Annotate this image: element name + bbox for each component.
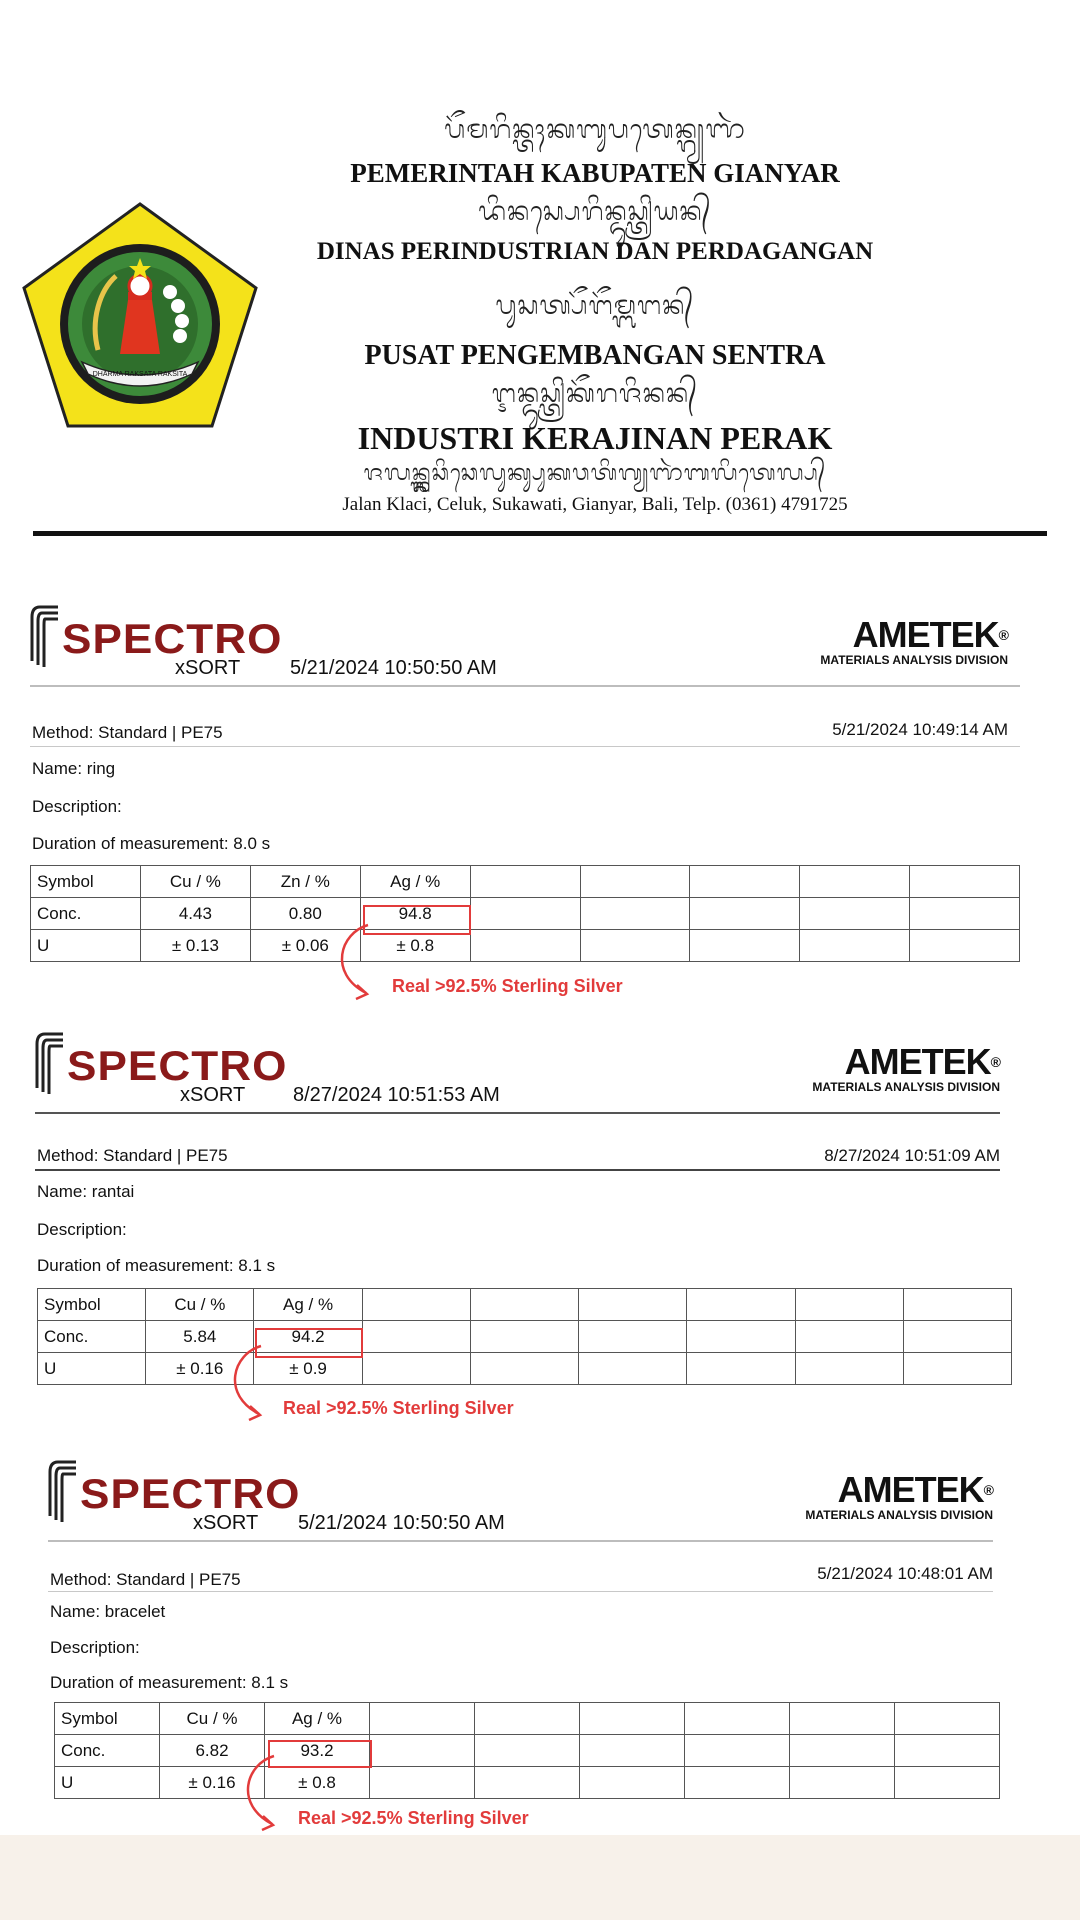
government-name: PEMERINTAH KABUPATEN GIANYAR <box>350 158 840 188</box>
uncertainty-value: ± 0.16 <box>160 1767 265 1799</box>
results-table <box>54 1702 1000 1799</box>
element-header: Ag / % <box>254 1289 362 1321</box>
duration-label: Duration of measurement: 8.1 s <box>37 1256 276 1275</box>
conc-value: 94.2 <box>254 1321 362 1353</box>
results-table <box>37 1288 1012 1385</box>
table-row <box>38 1353 1012 1385</box>
curved-arrow-icon <box>223 1344 283 1424</box>
conc-value: 94.8 <box>360 898 470 930</box>
conc-label: Conc. <box>31 898 141 930</box>
element-header: Zn / % <box>250 866 360 898</box>
measurement-datetime: 8/27/2024 10:51:09 AM <box>824 1146 1000 1165</box>
header-datetime: 5/21/2024 10:50:50 AM <box>298 1512 505 1534</box>
xsort-label: xSORT <box>180 1084 246 1106</box>
ametek-registered: ® <box>998 627 1008 643</box>
method-label: Method: Standard | PE75 <box>37 1146 228 1165</box>
svg-text:DHARMA RAKSATA RAKSITA: DHARMA RAKSATA RAKSITA <box>92 371 188 378</box>
header-rule <box>35 1112 1000 1114</box>
xsort-label: xSORT <box>175 657 241 679</box>
table-row <box>55 1735 1000 1767</box>
balinese-script-line-4: ᬇᬦ᭄ᬤᬸᬲ᭄ᬢ᭄ᬭᬶᬓᭂᬭᬚᬶᬦᬦ᭄ <box>491 379 699 409</box>
measurement-datetime: 5/21/2024 10:49:14 AM <box>832 720 1008 739</box>
uncertainty-value: ± 0.16 <box>146 1353 254 1385</box>
method-label: Method: Standard | PE75 <box>32 723 223 742</box>
table-row <box>55 1703 1000 1735</box>
balinese-script-line-3: ᬧᬸᬲᬢ᭄ᬧᭂᬗᭂᬫ᭄ᬩᬗᬦ᭄ <box>495 291 695 321</box>
balinese-script-line-2: ᬤᬶᬦᬲ᭄ᬧᬾᬭᬶᬦ᭄ᬤᬸᬲ᭄ᬢ᭄ᬭᬶᬬᬦ᭄ <box>478 197 712 227</box>
letterhead <box>0 0 1080 560</box>
description-label: Description: <box>32 797 122 816</box>
conc-value: 93.2 <box>265 1735 370 1767</box>
ametek-division: MATERIALS ANALYSIS DIVISION <box>805 1508 993 1522</box>
uncertainty-value: ± 0.8 <box>360 930 470 962</box>
conc-label: Conc. <box>55 1735 160 1767</box>
header-datetime: 5/21/2024 10:50:50 AM <box>290 657 497 679</box>
header-rule <box>30 685 1020 687</box>
curved-arrow-icon <box>330 923 390 1003</box>
measurement-datetime: 5/21/2024 10:48:01 AM <box>817 1564 993 1583</box>
uncertainty-label: U <box>31 930 141 962</box>
header-datetime: 8/27/2024 10:51:53 AM <box>293 1084 500 1106</box>
table-row <box>31 898 1020 930</box>
element-header: Cu / % <box>160 1703 265 1735</box>
spectro-mark-icon <box>35 1032 71 1096</box>
sample-name: Name: bracelet <box>50 1602 166 1621</box>
ametek-registered: ® <box>983 1482 993 1498</box>
ametek-division: MATERIALS ANALYSIS DIVISION <box>820 653 1008 667</box>
address-line: Jalan Klaci, Celuk, Sukawati, Gianyar, Bali, Telp. (0361) 4791725 <box>342 494 848 515</box>
uncertainty-value: ± 0.9 <box>254 1353 362 1385</box>
ametek-registered: ® <box>990 1054 1000 1070</box>
conc-value: 4.43 <box>140 898 250 930</box>
center-name: PUSAT PENGEMBANGAN SENTRA <box>364 340 826 371</box>
table-row <box>31 866 1020 898</box>
duration-label: Duration of measurement: 8.1 s <box>50 1673 289 1692</box>
element-header: Cu / % <box>146 1289 254 1321</box>
table-row <box>31 930 1020 962</box>
balinese-script-line-5: ᬚᬮᬦ᭄ᬓ᭄ᬮᬘᬶᬘᬾᬮᬸᬓ᭄ᬲᬸᬓᬯᬢᬶᬕ᭄ᬬᬜᬃᬩᬮᬶᬢᬾᬮ᭄ᬧ᭄ <box>363 461 827 486</box>
gianyar-emblem-icon <box>20 200 260 432</box>
report-bracelet <box>48 1460 993 1840</box>
symbol-header: Symbol <box>55 1703 160 1735</box>
uncertainty-value: ± 0.13 <box>140 930 250 962</box>
industry-name: INDUSTRI KERAJINAN PERAK <box>357 420 833 456</box>
report-ring <box>30 605 1020 1005</box>
uncertainty-value: ± 0.06 <box>250 930 360 962</box>
description-label: Description: <box>37 1220 127 1239</box>
report-rantai <box>35 1032 1000 1432</box>
spectro-wordmark: SPECTRO <box>67 1042 288 1089</box>
sterling-silver-note: Real >92.5% Sterling Silver <box>392 976 623 996</box>
conc-value: 5.84 <box>146 1321 254 1353</box>
method-rule <box>35 1169 1000 1171</box>
spectro-mark-icon <box>48 1460 84 1524</box>
uncertainty-label: U <box>38 1353 146 1385</box>
header-rule <box>48 1540 993 1542</box>
conc-label: Conc. <box>38 1321 146 1353</box>
element-header: Cu / % <box>140 866 250 898</box>
results-table <box>30 865 1020 962</box>
sterling-silver-note: Real >92.5% Sterling Silver <box>298 1808 529 1828</box>
ametek-wordmark: AMETEK <box>837 1469 984 1510</box>
ametek-logo <box>812 1041 1000 1094</box>
table-row <box>55 1767 1000 1799</box>
ametek-wordmark: AMETEK <box>852 614 999 655</box>
conc-value: 6.82 <box>160 1735 265 1767</box>
table-row <box>38 1321 1012 1353</box>
spectro-mark-icon <box>30 605 66 669</box>
curved-arrow-icon <box>236 1754 296 1834</box>
letterhead-divider <box>33 531 1047 536</box>
conc-value: 0.80 <box>250 898 360 930</box>
element-header: Ag / % <box>265 1703 370 1735</box>
uncertainty-value: ± 0.8 <box>265 1767 370 1799</box>
method-rule <box>30 746 1020 747</box>
department-name: DINAS PERINDUSTRIAN DAN PERDAGANGAN <box>316 238 874 265</box>
spectro-wordmark: SPECTRO <box>80 1470 301 1517</box>
element-header: Ag / % <box>360 866 470 898</box>
symbol-header: Symbol <box>31 866 141 898</box>
ametek-logo <box>820 614 1008 667</box>
balinese-script-line-1: ᬧᭂᬫᬭᬶᬦ᭄ᬢᬄᬓᬩᬸᬧᬢᬾᬦ᭄ᬕ᭄ᬬᬜᬃ <box>444 115 746 145</box>
description-label: Description: <box>50 1638 140 1657</box>
symbol-header: Symbol <box>38 1289 146 1321</box>
table-row <box>38 1289 1012 1321</box>
method-rule <box>48 1591 993 1592</box>
xsort-label: xSORT <box>193 1512 259 1534</box>
sample-name: Name: rantai <box>37 1182 135 1201</box>
uncertainty-label: U <box>55 1767 160 1799</box>
ametek-logo <box>805 1469 993 1522</box>
bottom-background-strip <box>0 1835 1080 1920</box>
spectro-wordmark: SPECTRO <box>62 615 283 662</box>
duration-label: Duration of measurement: 8.0 s <box>32 834 271 853</box>
ametek-wordmark: AMETEK <box>844 1041 991 1082</box>
method-label: Method: Standard | PE75 <box>50 1570 241 1589</box>
sample-name: Name: ring <box>32 759 116 778</box>
sterling-silver-note: Real >92.5% Sterling Silver <box>283 1398 514 1418</box>
ametek-division: MATERIALS ANALYSIS DIVISION <box>812 1080 1000 1094</box>
